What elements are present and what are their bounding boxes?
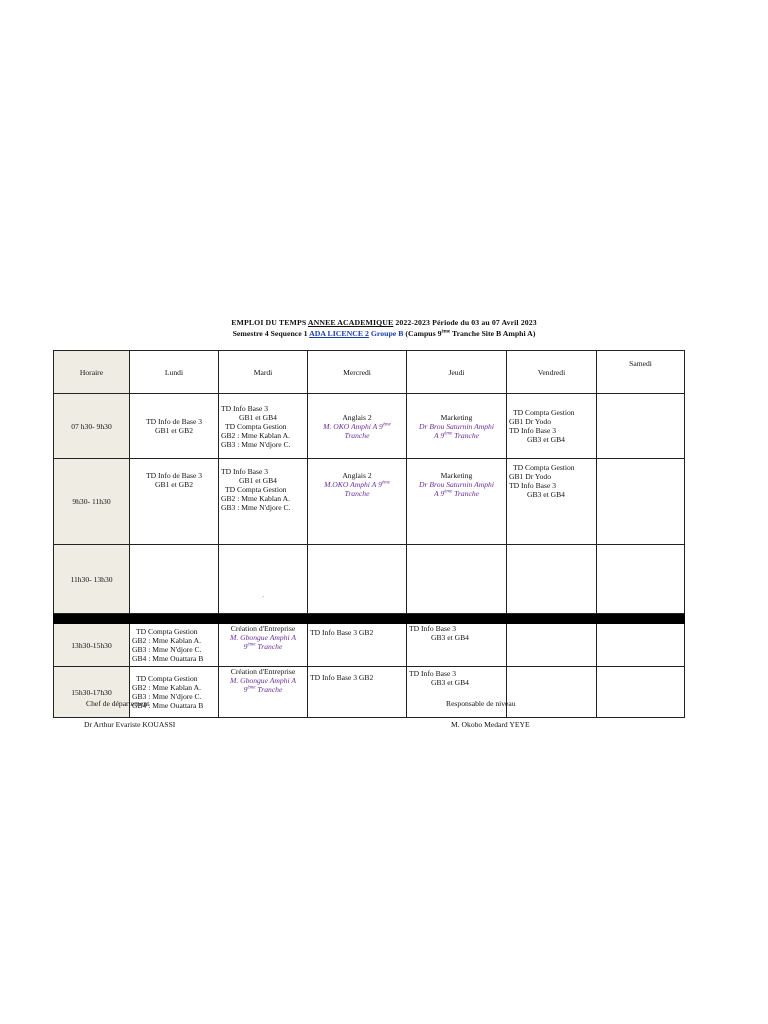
column-header-mardi: Mardi [219,351,308,394]
cell-jeudi: TD Info Base 3 GB3 et GB4 [407,624,507,667]
cell-vendredi [507,624,597,667]
cell-samedi [597,394,685,459]
cell-mercredi [308,545,407,614]
column-header-jeudi: Jeudi [407,351,507,394]
cell-vendredi [507,545,597,614]
cell-vendredi [507,667,597,718]
cell-mardi: . [219,545,308,614]
time-slot: 11h30- 13h30 [54,545,130,614]
header-row [54,351,685,394]
cell-jeudi [407,545,507,614]
cell-lundi: TD Info de Base 3 GB1 et GB2 [130,394,219,459]
cell-lundi: TD Compta Gestion GB2 : Mme Kablan A. GB3 : Mme N'djore C. GB4 : Mme Ouattara B [130,624,219,667]
cell-jeudi: Marketing Dr Brou Saturnin Amphi A 9ème Tranche [407,459,507,545]
column-header-samedi: Samedi [597,351,685,394]
time-slot: 13h30-15h30 [54,624,130,667]
cell-mercredi: TD Info Base 3 GB2 [308,667,407,718]
column-header-lundi: Lundi [130,351,219,394]
time-slot: 07 h30- 9h30 [54,394,130,459]
cell-samedi [597,667,685,718]
table-row [54,667,685,718]
cell-lundi [130,545,219,614]
right-signatory-title: Responsable de niveau [446,699,516,708]
time-slot: 15h30-17h30 [54,667,130,718]
table-row [54,394,685,459]
cell-mercredi: Anglais 2 M. OKO Amphi A 9ème Tranche [308,394,407,459]
timetable-subtitle: Semestre 4 Sequence 1 ADA LICENCE 2 Groupe B (Campus 9ème Tranche Site B Amphi A) [232,329,536,338]
cell-mercredi: Anglais 2 M.OKO Amphi A 9ème Tranche [308,459,407,545]
cell-jeudi: Marketing Dr Brou Saturnin Amphi A 9ème Tranche [407,394,507,459]
cell-mardi: TD Info Base 3 GB1 et GB4 TD Compta Gestion GB2 : Mme Kablan A. GB3 : Mme N'djore C. [219,459,308,545]
column-header-vendredi: Vendredi [507,351,597,394]
cell-mercredi: TD Info Base 3 GB2 [308,624,407,667]
timetable-title: EMPLOI DU TEMPS ANNEE ACADEMIQUE 2022-2023 Période du 03 au 07 Avril 2023 [231,318,537,327]
cell-mardi: Création d'Entreprise M. Gbongue Amphi A 9ème Tranche [219,624,308,667]
column-header-mercredi: Mercredi [308,351,407,394]
cell-samedi [597,545,685,614]
cell-vendredi: TD Compta Gestion GB1 Dr Yodo TD Info Base 3 GB3 et GB4 [507,394,597,459]
cell-mardi: TD Info Base 3 GB1 et GB4 TD Compta Gestion GB2 : Mme Kablan A. GB3 : Mme N'djore C. [219,394,308,459]
cell-lundi: TD Info de Base 3 GB1 et GB2 [130,459,219,545]
cell-jeudi: TD Info Base 3 GB3 et GB4 [407,667,507,718]
right-signatory-name: M. Okobo Medard YEYE [451,720,530,729]
document-header [0,318,768,338]
timetable [53,350,685,718]
left-signatory-name: Dr Arthur Evariste KOUASSI [84,720,176,729]
table-row [54,545,685,614]
column-header-horaire: Horaire [54,351,130,394]
separator-row [54,614,685,624]
class-link[interactable]: ADA LICENCE 2 [309,329,369,338]
cell-samedi [597,624,685,667]
cell-samedi [597,459,685,545]
left-signatory-title: Chef de département [86,699,150,708]
cell-vendredi: TD Compta Gestion GB1 Dr Yodo TD Info Base 3 GB3 et GB4 [507,459,597,545]
cell-mardi: Création d'Entreprise M. Gbongue Amphi A 9ème Tranche [219,667,308,718]
table-row [54,624,685,667]
table-row [54,459,685,545]
time-slot: 9h30- 11h30 [54,459,130,545]
cell-lundi: TD Compta Gestion GB2 : Mme Kablan A. GB3 : Mme N'djore C. GB4 : Mme Ouattara B [130,667,219,718]
